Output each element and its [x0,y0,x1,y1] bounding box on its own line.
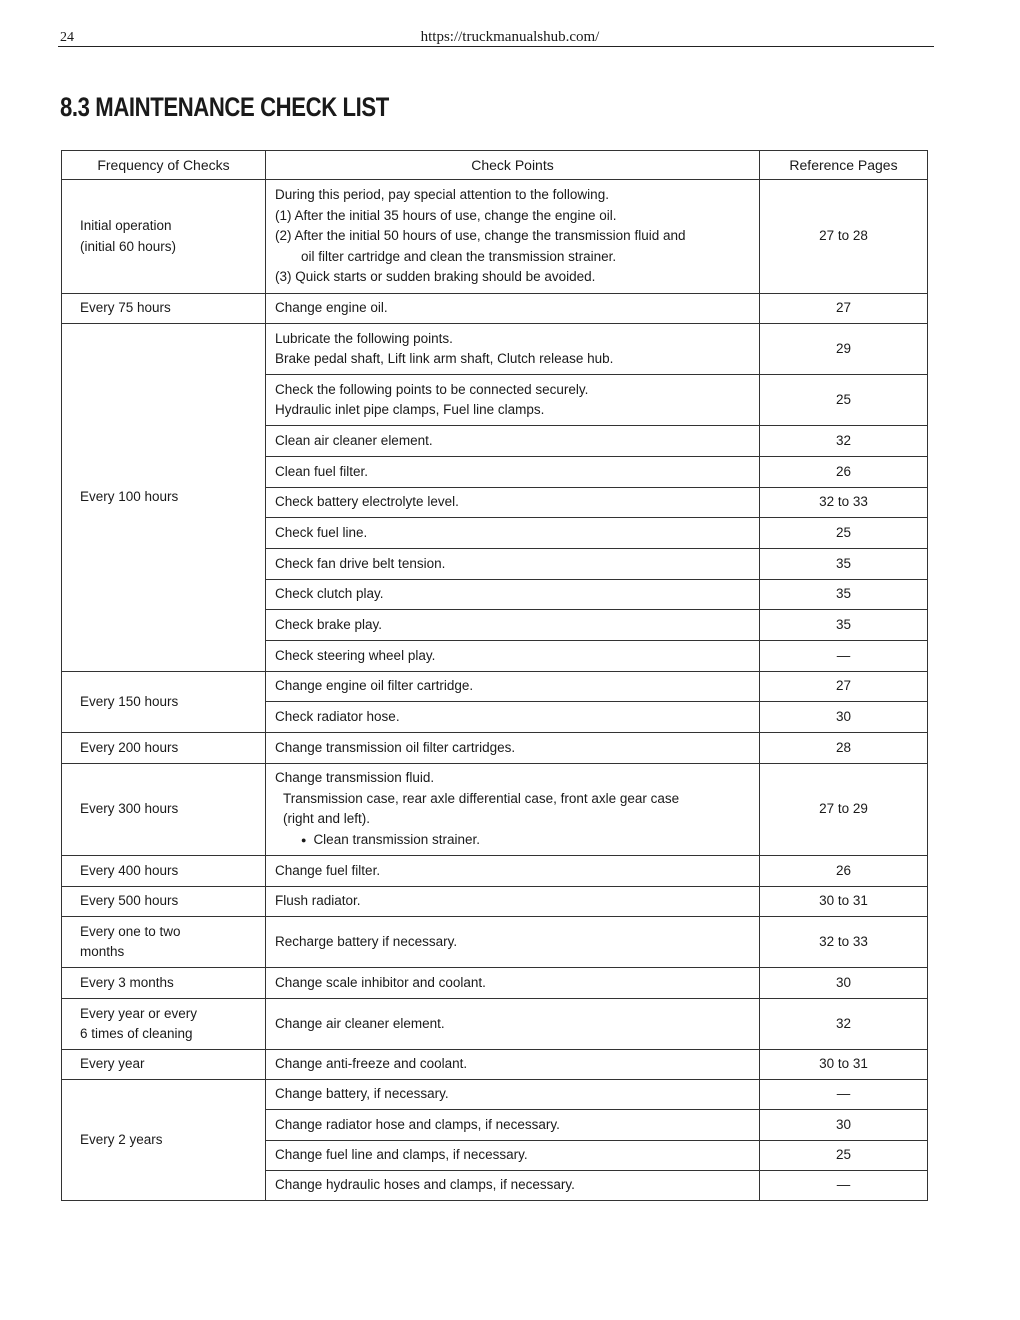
check-point-cell [266,641,760,672]
reference-page-cell: 32 [760,999,928,1050]
reference-page-cell: 25 [760,1141,928,1171]
check-point-cell [266,549,760,580]
check-point-text: Change anti-freeze and coolant. [275,1056,468,1072]
check-point-text: Check brake play. [275,616,383,632]
table-row [62,1080,928,1110]
frequency-text: Initial operation [80,218,172,233]
table-row [62,672,928,702]
check-point-cell [266,610,760,641]
check-point-cell [266,457,760,488]
reference-page-cell: 30 to 31 [760,1050,928,1080]
header-check-points: Check Points [266,151,760,180]
check-point-text: (1) After the initial 35 hours of use, change the engine oil. [275,207,617,223]
table-row [62,917,928,968]
reference-page-cell: 28 [760,733,928,764]
check-point-cell [266,324,760,375]
frequency-cell [62,294,266,324]
table-row [62,294,928,324]
reference-page-cell: 27 [760,294,928,324]
check-point-text: Clean air cleaner element. [275,432,433,448]
reference-page-cell: 35 [760,580,928,610]
check-point-text: Clean fuel filter. [275,463,369,479]
check-point-text: Change fuel filter. [275,862,381,878]
reference-page-cell: 30 [760,702,928,733]
reference-page-cell: 35 [760,549,928,580]
reference-page-cell: 29 [760,324,928,375]
check-point-cell [266,1110,760,1141]
check-point-cell [266,887,760,917]
check-point-text: Change transmission fluid. [275,770,435,785]
check-point-text: Change transmission oil filter cartridges. [275,739,516,755]
check-point-cell [266,488,760,518]
check-point-text: Check radiator hose. [275,708,400,724]
check-point-text: Check fan drive belt tension. [275,555,446,571]
check-point-cell [266,1050,760,1080]
check-point-text: (right and left). [283,811,371,826]
reference-page-cell: 25 [760,375,928,426]
reference-page-cell: 26 [760,457,928,488]
table-row [62,999,928,1050]
check-point-text: Change fuel line and clamps, if necessary. [275,1147,528,1163]
check-point-cell [266,1080,760,1110]
check-point-cell [266,180,760,294]
check-point-text: Change engine oil. [275,300,388,316]
check-point-text: Check clutch play. [275,586,384,602]
check-point-cell [266,426,760,457]
check-point-text: Check battery electrolyte level. [275,494,459,510]
frequency-text: Every 100 hours [80,489,179,505]
table-row [62,764,928,856]
check-point-text: Flush radiator. [275,893,361,909]
frequency-cell [62,887,266,917]
frequency-text: Every 300 hours [80,801,179,817]
check-point-cell [266,1171,760,1201]
frequency-text: Every 400 hours [80,862,179,878]
table-row [62,180,928,294]
frequency-text: Every 500 hours [80,893,179,909]
reference-page-cell: 27 [760,672,928,702]
header-reference-pages: Reference Pages [760,151,928,180]
check-point-text: (3) Quick starts or sudden braking should be avoided. [275,269,596,285]
reference-page-cell: — [760,1171,928,1201]
check-point-text: Change battery, if necessary. [275,1086,449,1102]
frequency-cell [62,999,266,1050]
frequency-cell [62,856,266,887]
table-row [62,324,928,375]
check-point-cell [266,702,760,733]
header-rule [58,46,934,47]
section-title: 8.3 MAINTENANCE CHECK LIST [60,92,389,122]
check-point-text: Check steering wheel play. [275,647,436,663]
check-point-text: (2) After the initial 50 hours of use, change the transmission fluid and [275,228,686,244]
check-point-text: Hydraulic inlet pipe clamps, Fuel line clamps. [275,402,545,417]
check-point-cell [266,518,760,549]
table-row [62,887,928,917]
check-point-text: Recharge battery if necessary. [275,933,458,949]
frequency-cell [62,324,266,672]
check-point-text: Change hydraulic hoses and clamps, if necessary. [275,1177,575,1193]
frequency-cell [62,764,266,856]
header-url: https://truckmanualshub.com/ [420,29,600,45]
frequency-text: (initial 60 hours) [80,238,177,254]
reference-page-cell: 32 [760,426,928,457]
check-point-cell [266,733,760,764]
reference-page-cell: 32 to 33 [760,488,928,518]
frequency-cell [62,917,266,968]
frequency-text: 6 times of cleaning [80,1026,193,1041]
table-body [62,180,928,1201]
frequency-cell [62,733,266,764]
header-frequency: Frequency of Checks [62,151,266,180]
table-header-row [62,151,928,180]
check-point-text: Change engine oil filter cartridge. [275,678,474,694]
reference-page-cell: — [760,1080,928,1110]
check-point-cell [266,856,760,887]
maintenance-check-table [61,150,928,1201]
check-point-cell [266,580,760,610]
check-point-cell [266,1141,760,1171]
check-point-text: During this period, pay special attention to the following. [275,187,609,203]
frequency-text: Every 75 hours [80,300,171,316]
reference-page-cell: 35 [760,610,928,641]
check-point-cell [266,375,760,426]
frequency-text: Every year [80,1056,145,1072]
frequency-cell [62,1050,266,1080]
table-row [62,733,928,764]
check-point-cell [266,672,760,702]
table-row [62,968,928,999]
frequency-cell [62,1080,266,1201]
check-point-cell [266,294,760,324]
page-number: 24 [60,30,74,45]
frequency-text: Every 2 years [80,1131,163,1147]
check-point-text: Change scale inhibitor and coolant. [275,974,486,990]
reference-page-cell: 27 to 28 [760,180,928,294]
check-point-text: Lubricate the following points. [275,330,453,346]
frequency-text: Every 3 months [80,974,174,990]
frequency-text: Every year or every [80,1005,198,1021]
check-point-text: oil filter cartridge and clean the transmission strainer. [301,248,617,264]
check-point-cell [266,764,760,856]
check-point-text: Change air cleaner element. [275,1015,445,1031]
check-point-cell [266,968,760,999]
reference-page-cell: 25 [760,518,928,549]
check-point-cell [266,999,760,1050]
table-row [62,856,928,887]
frequency-text: months [80,944,125,959]
check-point-text: ● Clean transmission strainer. [275,830,751,852]
reference-page-cell: 26 [760,856,928,887]
check-point-text: Check the following points to be connected securely. [275,381,589,397]
reference-page-cell: 30 to 31 [760,887,928,917]
frequency-cell [62,968,266,999]
check-point-cell [266,917,760,968]
check-point-text: Transmission case, rear axle differential case, front axle gear case [283,790,680,806]
check-point-text: Brake pedal shaft, Lift link arm shaft, Clutch release hub. [275,351,614,366]
frequency-cell [62,672,266,733]
frequency-cell [62,180,266,294]
reference-page-cell: — [760,641,928,672]
frequency-text: Every one to two [80,923,181,939]
reference-page-cell: 32 to 33 [760,917,928,968]
reference-page-cell: 27 to 29 [760,764,928,856]
table-row [62,1050,928,1080]
reference-page-cell: 30 [760,968,928,999]
reference-page-cell: 30 [760,1110,928,1141]
frequency-text: Every 150 hours [80,693,179,709]
check-point-text: Change radiator hose and clamps, if necessary. [275,1116,560,1132]
frequency-text: Every 200 hours [80,739,179,755]
check-point-text: Check fuel line. [275,524,368,540]
